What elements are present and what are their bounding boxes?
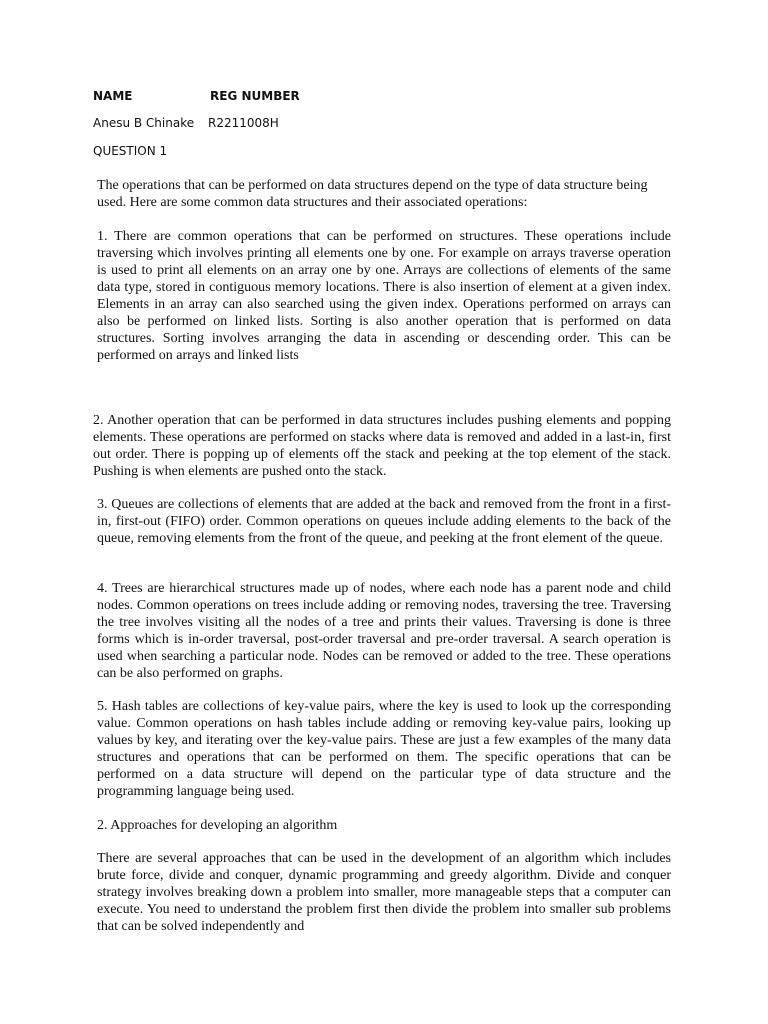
approaches-heading: 2. Approaches for developing an algorithm — [97, 818, 338, 833]
reg-number-column-header: REG NUMBER — [210, 89, 300, 103]
paragraph-queues: 3. Queues are collections of elements that are added at the back and removed from the front in a first-in, first-out (FIFO) order. Common operations on queues include adding elements to the back of the queue, removing elements from the front of the queue, and peeking at the front element of the queue. — [97, 497, 671, 546]
paragraph-stacks: 2. Another operation that can be performed in data structures includes pushing elements and popping elements. These operations are performed on stacks where data is removed and added in a last-in, first out order. There is popping up of elements off the stack and peeking at the top element of the stack. Pushing is when elements are pushed onto the stack. — [93, 413, 671, 479]
student-name: Anesu B Chinake — [93, 116, 195, 130]
name-column-header: NAME — [93, 89, 133, 103]
paragraph-hash-tables: 5. Hash tables are collections of key-value pairs, where the key is used to look up the corresponding value. Common operations on hash tables include adding or removing key-value pairs, looking up values by key, and iterating over the key-value pairs. These are just a few examples of the many data structures and operations that can be performed on them. The specific operations that can be performed on a data structure will depend on the particular type of data structure and the programming language being used. — [97, 699, 671, 799]
paragraph-trees: 4. Trees are hierarchical structures made up of nodes, where each node has a parent node and child nodes. Common operations on trees include adding or removing nodes, traversing the tree. Traversing the tree involves visiting all the nodes of a tree and prints their values. Traversing is done is three forms which is in-order traversal, post-order traversal and pre-order traversal. A search operation is used when searching a particular node. Nodes can be removed or added to the tree. These operations can be also performed on graphs. — [97, 581, 671, 681]
paragraph-approaches: There are several approaches that can be used in the development of an algorithm which includes brute force, divide and conquer, dynamic programming and greedy algorithm. Divide and conquer strategy involves breaking down a problem into smaller, more manageable steps that a computer can execute. You need to understand the problem first then divide the problem into smaller sub problems that can be solved independently and — [97, 851, 671, 934]
paragraph-traversal: 1. There are common operations that can be performed on structures. These operations include traversing which involves printing all elements one by one. For example on arrays traverse operation is used to print all elements on an array one by one. Arrays are collections of elements of the same data type, stored in contiguous memory locations. There is also insertion of element at a given index. Elements in an array can also searched using the given index. Operations performed on arrays can also be performed on linked lists. Sorting is also another operation that is performed on data structures. Sorting involves arranging the data in ascending or descending order. This can be performed on arrays and linked lists — [97, 229, 671, 363]
question-label: QUESTION 1 — [93, 144, 168, 158]
intro-paragraph: The operations that can be performed on data structures depend on the type of data structure being used. Here are some common data structures and their associated operations: — [97, 178, 648, 210]
student-reg-number: R2211008H — [208, 116, 279, 130]
